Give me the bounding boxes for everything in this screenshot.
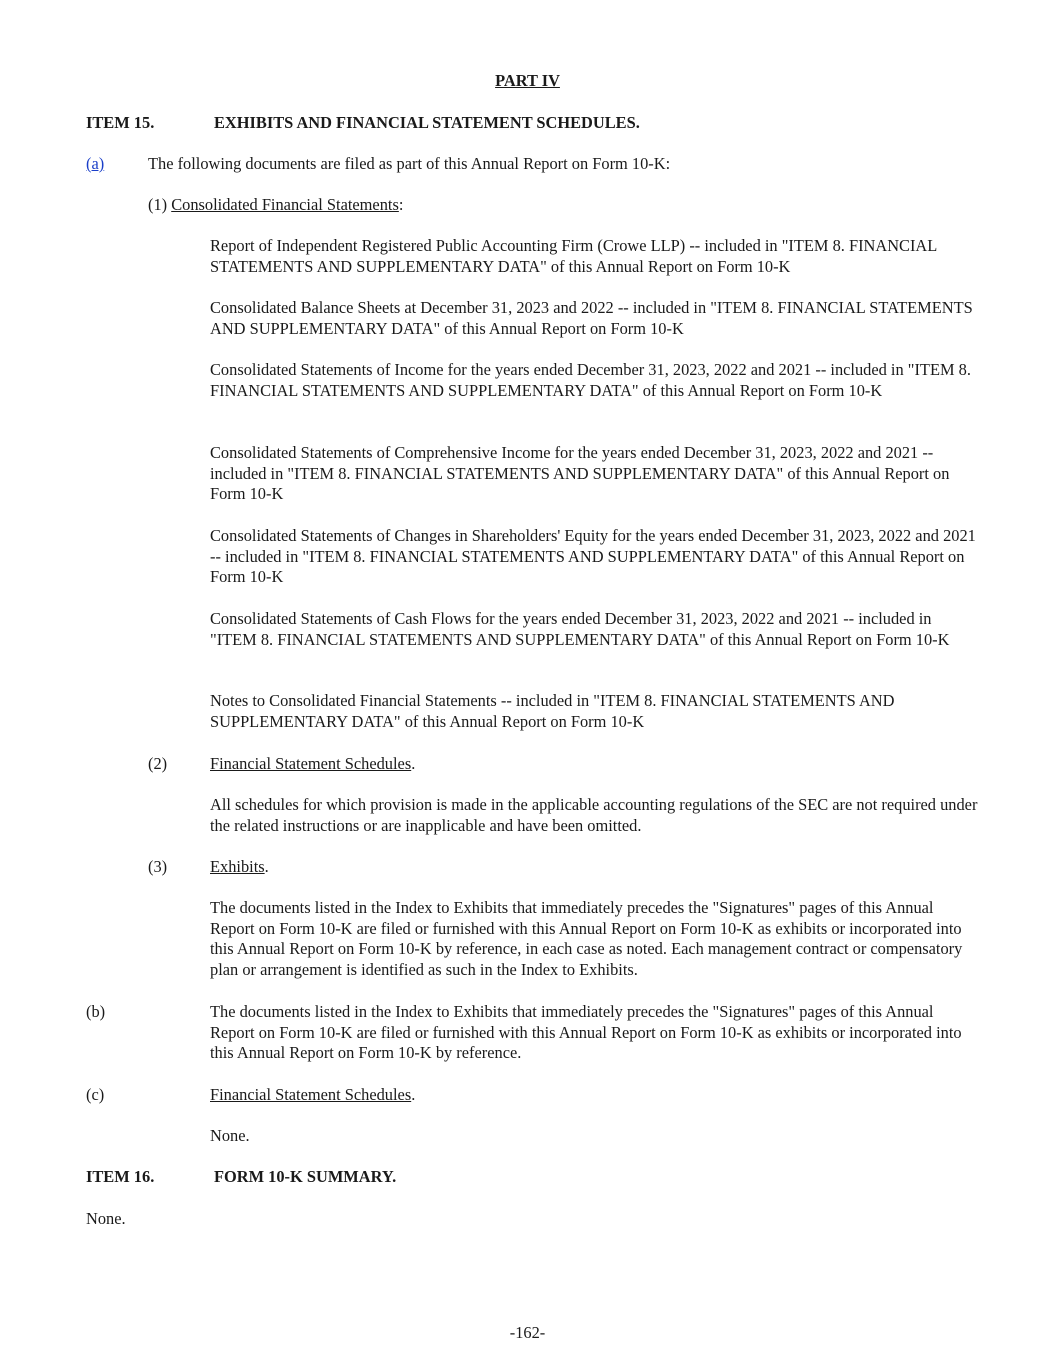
item16-text: None.	[86, 1209, 126, 1228]
sub3-text: The documents listed in the Index to Exhibits that immediately precedes the "Signatures" pages of this Annual Report on Form 10-K are filed or furnished with this Annual Report on Form 10-K as exhibits or incorporated into this Annual Report on Form 10-K by reference, in each case as noted. Each management contract or compensatory plan or arrangement is identified as such in the Index to Exhibits.	[210, 898, 963, 980]
section-a-link[interactable]: (a)	[86, 154, 105, 173]
statement-item: Consolidated Statements of Income for the years ended December 31, 2023, 2022 and 2021 -- included in "ITEM 8. FINANCIAL STATEMENTS AND SUPPLEMENTARY DATA" of this Annual Report on Form 10-K	[210, 360, 971, 400]
page-number: -162-	[509, 1323, 546, 1342]
section-c-suffix: .	[411, 1085, 416, 1104]
section-b-text: The documents listed in the Index to Exhibits that immediately precedes the "Signatures" pages of this Annual Report on Form 10-K are filed or furnished with this Annual Report on Form 10-K as exhibits or incorporated into this Annual Report on Form 10-K by reference.	[210, 1002, 962, 1063]
sub3-heading	[210, 857, 269, 878]
sub2-text: All schedules for which provision is made in the applicable accounting regulations of the SEC are not required under the related instructions or are inapplicable and have been omitted.	[210, 795, 978, 835]
section-c-title: Financial Statement Schedules	[210, 1085, 412, 1104]
sub2-heading	[210, 754, 415, 775]
part-title: PART IV	[495, 71, 560, 90]
sub2-label: (2)	[148, 754, 168, 773]
section-c-heading	[210, 1085, 415, 1106]
section-a-intro: The following documents are filed as part of this Annual Report on Form 10-K:	[148, 154, 671, 173]
sub3-label: (3)	[148, 857, 168, 876]
item16-number: ITEM 16.	[86, 1167, 155, 1186]
item15-number: ITEM 15.	[86, 113, 155, 132]
sub2-suffix: .	[411, 754, 416, 773]
sub1-heading	[148, 195, 403, 216]
sub1-prefix: (1)	[148, 195, 172, 214]
statement-item: Consolidated Balance Sheets at December 31, 2023 and 2022 -- included in "ITEM 8. FINANCIAL STATEMENTS AND SUPPLEMENTARY DATA" of this Annual Report on Form 10-K	[210, 298, 973, 338]
sub3-suffix: .	[264, 857, 269, 876]
section-c-label: (c)	[86, 1085, 105, 1104]
sub2-title: Financial Statement Schedules	[210, 754, 412, 773]
sub3-title: Exhibits	[210, 857, 265, 876]
item15-title: EXHIBITS AND FINANCIAL STATEMENT SCHEDULES.	[214, 113, 640, 132]
item16-title: FORM 10-K SUMMARY.	[214, 1167, 397, 1186]
section-c-text: None.	[210, 1126, 250, 1145]
sub1-title: Consolidated Financial Statements	[171, 195, 399, 214]
statement-item: Report of Independent Registered Public Accounting Firm (Crowe LLP) -- included in "ITEM 8. FINANCIAL STATEMENTS AND SUPPLEMENTARY DATA" of this Annual Report on Form 10-K	[210, 236, 937, 276]
section-b-label: (b)	[86, 1002, 106, 1021]
statement-item: Consolidated Statements of Changes in Shareholders' Equity for the years ended December 31, 2023, 2022 and 2021 -- included in "ITEM 8. FINANCIAL STATEMENTS AND SUPPLEMENTARY DATA" of this Annual Report on Form 10-K	[210, 526, 976, 587]
statement-item: Consolidated Statements of Comprehensive Income for the years ended December 31, 2023, 2022 and 2021 -- included in "ITEM 8. FINANCIAL STATEMENTS AND SUPPLEMENTARY DATA" of this Annual Report on Form 10-K	[210, 443, 950, 504]
statement-item: Consolidated Statements of Cash Flows for the years ended December 31, 2023, 2022 and 2021 -- included in "ITEM 8. FINANCIAL STATEMENTS AND SUPPLEMENTARY DATA" of this Annual Report on Form 10-K	[210, 609, 950, 649]
sub1-suffix: :	[398, 195, 404, 214]
statement-item: Notes to Consolidated Financial Statements -- included in "ITEM 8. FINANCIAL STATEMENTS AND SUPPLEMENTARY DATA" of this Annual Report on Form 10-K	[210, 691, 895, 731]
